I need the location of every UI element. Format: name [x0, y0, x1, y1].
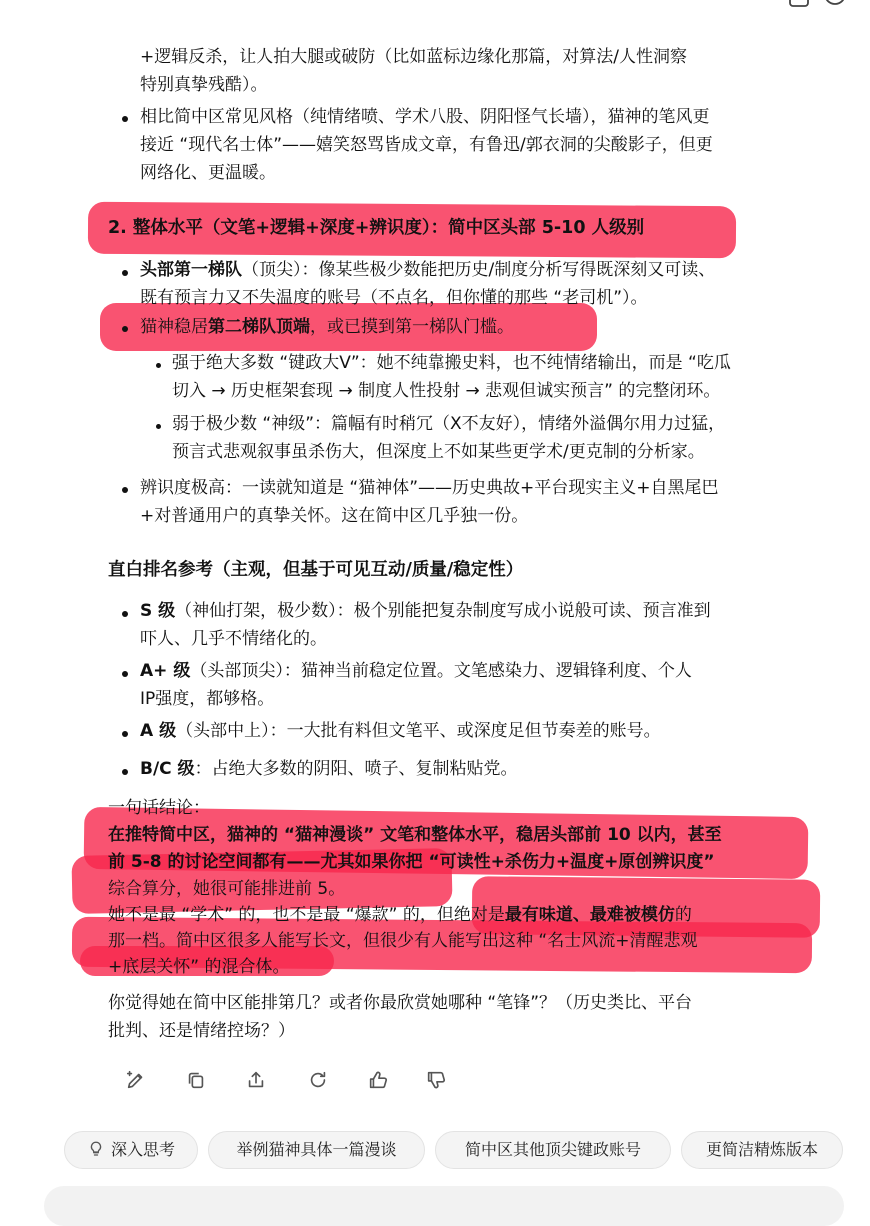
tier2-bold: 第二梯队顶端 — [208, 317, 310, 337]
bullet-dot — [122, 116, 128, 122]
sub-bullet-dot — [156, 424, 161, 429]
weak-line-1: 弱于极少数 “神级”：篇幅有时稍冗（X不友好），情绪外溢偶尔用力过猛， — [172, 414, 726, 434]
suggestion-deep-think-label: 深入思考 — [110, 1140, 175, 1159]
conclusion-line-1: 在推特简中区，猫神的 “猫神漫谈” 文笔和整体水平，稳居头部前 10 以内，甚至 — [108, 825, 722, 845]
rank-ap-line-1 — [140, 656, 692, 686]
rank-a-bold: A 级 — [140, 721, 177, 741]
bullet-dot — [122, 487, 128, 493]
suggestion-concise-label: 更简洁精炼版本 — [705, 1140, 818, 1159]
suggestion-deep-think[interactable] — [64, 1131, 198, 1169]
ranking-heading: 直白排名参考（主观，但基于可见互动/质量/稳定性） — [108, 560, 524, 580]
style-line-1: 相比简中区常见风格（纯情绪喷、学术八股、阴阳怪气长墙），猫神的笔风更 — [140, 107, 710, 127]
message-composer[interactable] — [44, 1186, 844, 1226]
bullet-dot — [122, 671, 128, 677]
conclusion-label: 一句话结论： — [108, 798, 210, 818]
thumbs-down-icon[interactable] — [420, 1064, 452, 1096]
regenerate-icon[interactable] — [302, 1064, 334, 1096]
share-icon[interactable] — [240, 1064, 272, 1096]
rank-s-text: （神仙打架，极少数）：极个别能把复杂制度写成小说般可读、预言准到 — [175, 601, 711, 621]
strong-line-1: 强于绝大多数 “键政大V”：她不纯靠搬史料，也不纯情绪输出，而是 “吃瓜 — [172, 353, 731, 373]
rank-bc-bold: B/C 级 — [140, 759, 195, 779]
suggestion-example[interactable] — [208, 1131, 425, 1169]
rank-bc-line — [140, 754, 518, 784]
rank-s-bold: S 级 — [140, 601, 176, 621]
cont-line-2: 特别真挚残酷）。 — [140, 75, 268, 95]
bullet-dot — [122, 611, 128, 617]
section-heading-level: 2. 整体水平（文笔+逻辑+深度+辨识度）：简中区头部 5-10 人级别 — [108, 218, 645, 238]
conclusion-line-3: 综合算分，她很可能排进前 5。 — [108, 879, 346, 899]
copy-icon[interactable] — [180, 1064, 212, 1096]
strong-line-2: 切入 → 历史框架套现 → 制度人性投射 → 悲观但诚实预言” 的完整闭环。 — [172, 381, 721, 401]
suggestion-others-label: 简中区其他顶尖键政账号 — [464, 1140, 641, 1159]
rank-ap-line-2: IP强度，都够格。 — [140, 689, 275, 709]
conclusion-l4-a: 她不是最 “学术” 的，也不是最 “爆款” 的，但绝对是 — [108, 905, 505, 925]
rank-a-text: （头部中上）：一大批有料但文笔平、或深度足但节奏差的账号。 — [176, 721, 661, 741]
tier2-a: 猫神稳居 — [140, 317, 208, 337]
thumbs-up-icon[interactable] — [362, 1064, 394, 1096]
bullet-dot — [122, 270, 128, 276]
top-icons — [780, 0, 850, 8]
conclusion-l4-bold: 最有味道、最难被模仿 — [504, 905, 675, 925]
rank-ap-bold: A+ 级 — [140, 661, 191, 681]
rank-ap-text: （头部顶尖）：猫神当前稳定位置。文笔感染力、逻辑锋利度、个人 — [190, 661, 692, 681]
bullet-dot — [122, 326, 128, 332]
cont-line-1: +逻辑反杀，让人拍大腿或破防（比如蓝标边缘化那篇，对算法/人性洞察 — [140, 47, 687, 67]
edit-icon[interactable] — [120, 1064, 152, 1096]
style-line-2: 接近 “现代名士体”——嬉笑怒骂皆成文章，有鲁迅/郭衣洞的尖酸影子，但更 — [140, 135, 713, 155]
bullet-dot — [122, 769, 128, 775]
rank-s-line-2: 吓人、几乎不情绪化的。 — [140, 629, 327, 649]
rank-s-line-1 — [140, 596, 711, 626]
tier1-line-1 — [140, 255, 715, 285]
tier1-line-2: 既有预言力又不失温度的账号（不点名，但你懂的那些 “老司机”）。 — [140, 288, 648, 308]
question-line-2: 批判、还是情绪控场？） — [108, 1021, 295, 1041]
tier2-line — [140, 312, 514, 342]
rank-a-line — [140, 716, 661, 746]
conclusion-line-6: +底层关怀” 的混合体。 — [108, 957, 290, 977]
style-line-3: 网络化、更温暖。 — [140, 163, 276, 183]
rank-bc-text: ：占绝大多数的阴阳、喷子、复制粘贴党。 — [194, 759, 518, 779]
suggestion-others[interactable] — [435, 1131, 671, 1169]
tier2-c: ，或已摸到第一梯队门槛。 — [310, 317, 514, 337]
top-edge — [0, 0, 870, 10]
tier1-bold: 头部第一梯队 — [140, 260, 242, 280]
conclusion-line-5: 那一档。简中区很多人能写长文，但很少有人能写出这种 “名士风流+清醒悲观 — [108, 931, 698, 951]
recog-line-2: +对普通用户的真挚关怀。这在简中区几乎独一份。 — [140, 506, 529, 526]
question-line-1: 你觉得她在简中区能排第几？或者你最欣赏她哪种 “笔锋”？（历史类比、平台 — [108, 993, 693, 1013]
conclusion-l4-c: 的 — [674, 905, 692, 925]
suggestion-example-label: 举例猫神具体一篇漫谈 — [236, 1140, 397, 1159]
weak-line-2: 预言式悲观叙事虽杀伤大，但深度上不如某些更学术/更克制的分析家。 — [172, 442, 705, 462]
lightbulb-icon — [87, 1140, 105, 1158]
suggestion-concise[interactable] — [681, 1131, 843, 1169]
conclusion-line-2: 前 5-8 的讨论空间都有——尤其如果你把 “可读性+杀伤力+温度+原创辨识度” — [108, 852, 715, 872]
top-cut-icons — [780, 0, 850, 8]
sub-bullet-dot — [156, 363, 161, 368]
tier1-text: （顶尖）：像某些极少数能把历史/制度分析写得既深刻又可读、 — [242, 260, 716, 280]
bullet-dot — [122, 731, 128, 737]
recog-line-1: 辨识度极高：一读就知道是 “猫神体”——历史典故+平台现实主义+自黑尾巴 — [140, 478, 719, 498]
